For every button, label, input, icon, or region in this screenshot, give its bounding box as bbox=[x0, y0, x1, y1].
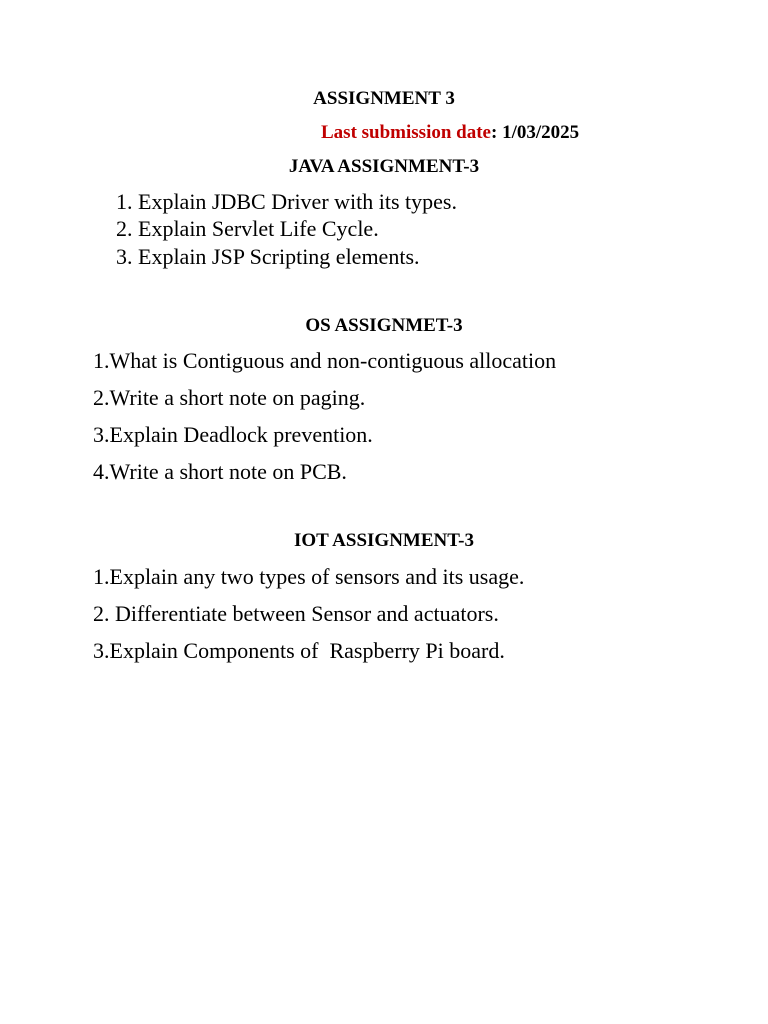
list-item: 1.What is Contiguous and non-contiguous allocation bbox=[93, 348, 557, 373]
deadline-value: 1/03/2025 bbox=[502, 122, 580, 143]
list-item: 3.Explain Components of Raspberry Pi board. bbox=[93, 638, 505, 663]
list-item: 4.Write a short note on PCB. bbox=[93, 459, 347, 484]
list-item bbox=[116, 244, 420, 270]
list-item: 1.Explain any two types of sensors and its usage. bbox=[93, 564, 525, 589]
document-title: ASSIGNMENT 3 bbox=[313, 88, 455, 109]
os-section-heading: OS ASSIGNMET-3 bbox=[305, 315, 463, 336]
java-section-heading: JAVA ASSIGNMENT-3 bbox=[288, 156, 480, 177]
list-item bbox=[116, 189, 457, 215]
deadline-separator: : bbox=[491, 122, 503, 143]
list-item-number: 1. bbox=[116, 189, 133, 214]
list-item: 2. Differentiate between Sensor and actuators. bbox=[93, 601, 499, 626]
list-item-number: 2. bbox=[116, 216, 133, 241]
list-item-number: 3. bbox=[116, 244, 133, 269]
list-item-text: Explain JSP Scripting elements. bbox=[138, 244, 420, 269]
list-item: 2.Write a short note on paging. bbox=[93, 385, 366, 410]
list-item bbox=[116, 216, 379, 242]
list-item-text: Explain JDBC Driver with its types. bbox=[138, 189, 457, 214]
list-item-text: Explain Servlet Life Cycle. bbox=[138, 216, 379, 241]
deadline-label: Last submission date bbox=[321, 122, 491, 143]
iot-section-heading: IOT ASSIGNMENT-3 bbox=[293, 530, 475, 551]
submission-deadline bbox=[321, 122, 579, 144]
list-item: 3.Explain Deadlock prevention. bbox=[93, 422, 373, 447]
